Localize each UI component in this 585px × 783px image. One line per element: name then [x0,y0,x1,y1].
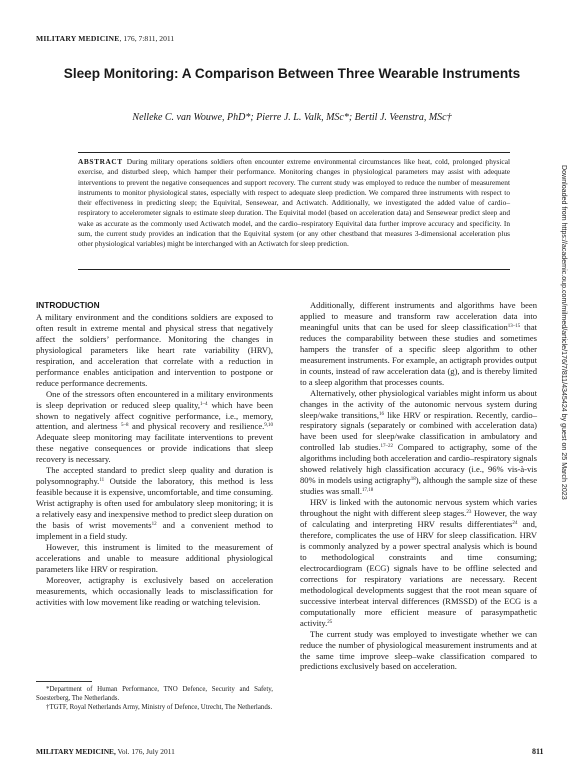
download-notice-text: Downloaded from https://academic.oup.com/milmed/article/176/7/811/4345424 by guest on 25 March 2023 [560,165,568,500]
paragraph: A military environment and the conditions soldiers are exposed to often result in extreme mental and physical stress that negatively affect the soldiers’ performance. Monitoring the changes in physiological parameters like heart rate variability (HRV), respiration, and acceleration that correlate with a reduction in performance enables anticipation and intervention to postpone or reduce performance decrements. [36,311,273,388]
download-notice [557,165,571,589]
abstract [78,157,510,249]
abstract-text: During military operations soldiers often encounter extreme environmental circumstances like heat, cold, prolonged physical exercise, and disturbed sleep, which hamper their performance. Monitoring changes in physiological parameters may assist with adequate interventions to prevent the negative consequences and support recovery. The current study was employed to reduce the number of measurement instruments to monitor physiological states, especially with respect to adequate sleep prediction. We compared three instruments with respect to their effectiveness in predicting sleep; the Equivital, Sensewear, and Actiwatch. Additionally, we investigated the added value of cardio–respiratory to accelerometer signals to estimate sleep duration. The Equivital model (based on acceleration data) and Sensewear predict sleep and wake as accurate as the commonly used Actiwatch model, and the cardio–respiratory Equivital data further improve accuracy and specificity. In sum, the current study provides an indication that the Equivital system (or any other chestband that measures 3-dimensional acceleration plus other physiological variables) might be interchanged with an Actiwatch for sleep prediction. [78,157,510,248]
paragraph: The accepted standard to predict sleep quality and duration is polysomnography.$^{11}$ Outside the laboratory, this method is less feasible because it is expensive, uncomfortable, and time consuming. Wrist actigraphy is often used for ambulatory sleep monitoring; it is a relatively easy and inexpensive method to predict sleep duration on the basis of wrist movements$^{12}$ and a convenient method to implement in a field study. [36,465,273,542]
paragraph: HRV is linked with the autonomic nervous system which varies throughout the night with different sleep stages.$^{23}$ However, the way of calculating and interpreting HRV results differentiates$^{24}$ and, therefore, complicates the use of HRV for sleep classification. HRV is commonly analyzed by a power spectral analysis which is bound to methodological constraints and time consuming; electrocardiogram (ECG) signals have to be offline selected and corrections for respiratory variations are necessary. Recent methodological developments suggest that the root mean square of successive interbeat interval differences (RMSSD) of the ECG is a computationally more efficient measure of parasympathetic activity.$^{25}$ [300,497,538,628]
abstract-top-rule [78,152,510,153]
right-column [300,300,537,672]
journal-header [36,34,174,43]
paragraph: Alternatively, other physiological variables might inform us about changes in the activity of the autonomic nervous system during sleep/wake transitions,$^{16}$ like HRV or respiration. Recently, cardio–respiratory signals (separately or combined with acceleration data) have been used for sleep/wake classification in ambulatory and controlled lab studies.$^{17-22}$ Compared to actigraphy, some of the algorithms including both acceleration and cardio–respiratory signals showed relatively high classification accuracy (i.e., 96% vis-à-vis 80% in models using actigraphy$^{18}$), although the sample size of these studies was small.$^{17,18}$ [300,387,537,497]
footnotes [36,685,273,713]
paragraph: One of the stressors often encountered in a military environments is sleep deprivation or reduced sleep quality,$^{1-4}$ which have been shown to negatively affect cognitive performance, i.e., memory, attention, and alertness $^{5-8}$ and physical recovery and resilience.$^{9,10}$ Adequate sleep monitoring may facilitate interventions to prevent these negative consequences or provide indications that sleep recovery is necessary. [36,388,273,465]
author-list: Nelleke C. van Wouwe, PhD*; Pierre J. L. Valk, MSc*; Bertil J. Veenstra, MSc† [132,112,452,123]
paragraph: The current study was employed to investigate whether we can reduce the number of physiological measurement instruments and at the same time improve sleep–wake classification compared to predictions exclusively based on acceleration. [300,628,537,672]
page-footer [36,747,175,756]
left-column [36,300,273,608]
abstract-bottom-rule [78,269,510,270]
footer-issue: Vol. 176, July 2011 [115,747,175,756]
journal-citation: , 176, 7:811, 2011 [119,34,175,43]
abstract-heading: ABSTRACT [78,157,123,166]
footer-journal: MILITARY MEDICINE, [36,747,116,756]
footnote-affiliation-2: †TGTF, Royal Netherlands Army, Ministry of Defence, Utrecht, The Netherlands. [46,704,273,712]
footnote-affiliation-1: *Department of Human Performance, TNO Defence, Security and Safety, Soesterberg, The Netherlands. [36,686,273,703]
section-heading-introduction: INTRODUCTION [36,300,100,310]
paragraph: Moreover, actigraphy is exclusively based on acceleration measurements, which occasionally leads to misclassification for activities with low movement like reading or watching television. [36,574,273,607]
page-number: 811 [532,747,544,756]
paragraph: Additionally, different instruments and algorithms have been applied to measure and transform raw acceleration data into meaningful units that can be used for sleep classification$^{13-15}$ that reduces the comparability between these studies and sometimes hampers the transfer of a specific sleep algorithm to other measurement instruments. For example, an actigraph provides output in counts, instead of raw acceleration data (g), and is thereby limited to a sleep algorithm that processes counts. [300,300,537,387]
footnote-rule [36,681,92,682]
paper-title: Sleep Monitoring: A Comparison Between Three Wearable Instruments [63,66,521,81]
paragraph: However, this instrument is limited to the measurement of accelerations and unable to measure additional physiological parameters like HRV or respiration. [36,541,273,574]
journal-name: MILITARY MEDICINE [36,34,120,43]
